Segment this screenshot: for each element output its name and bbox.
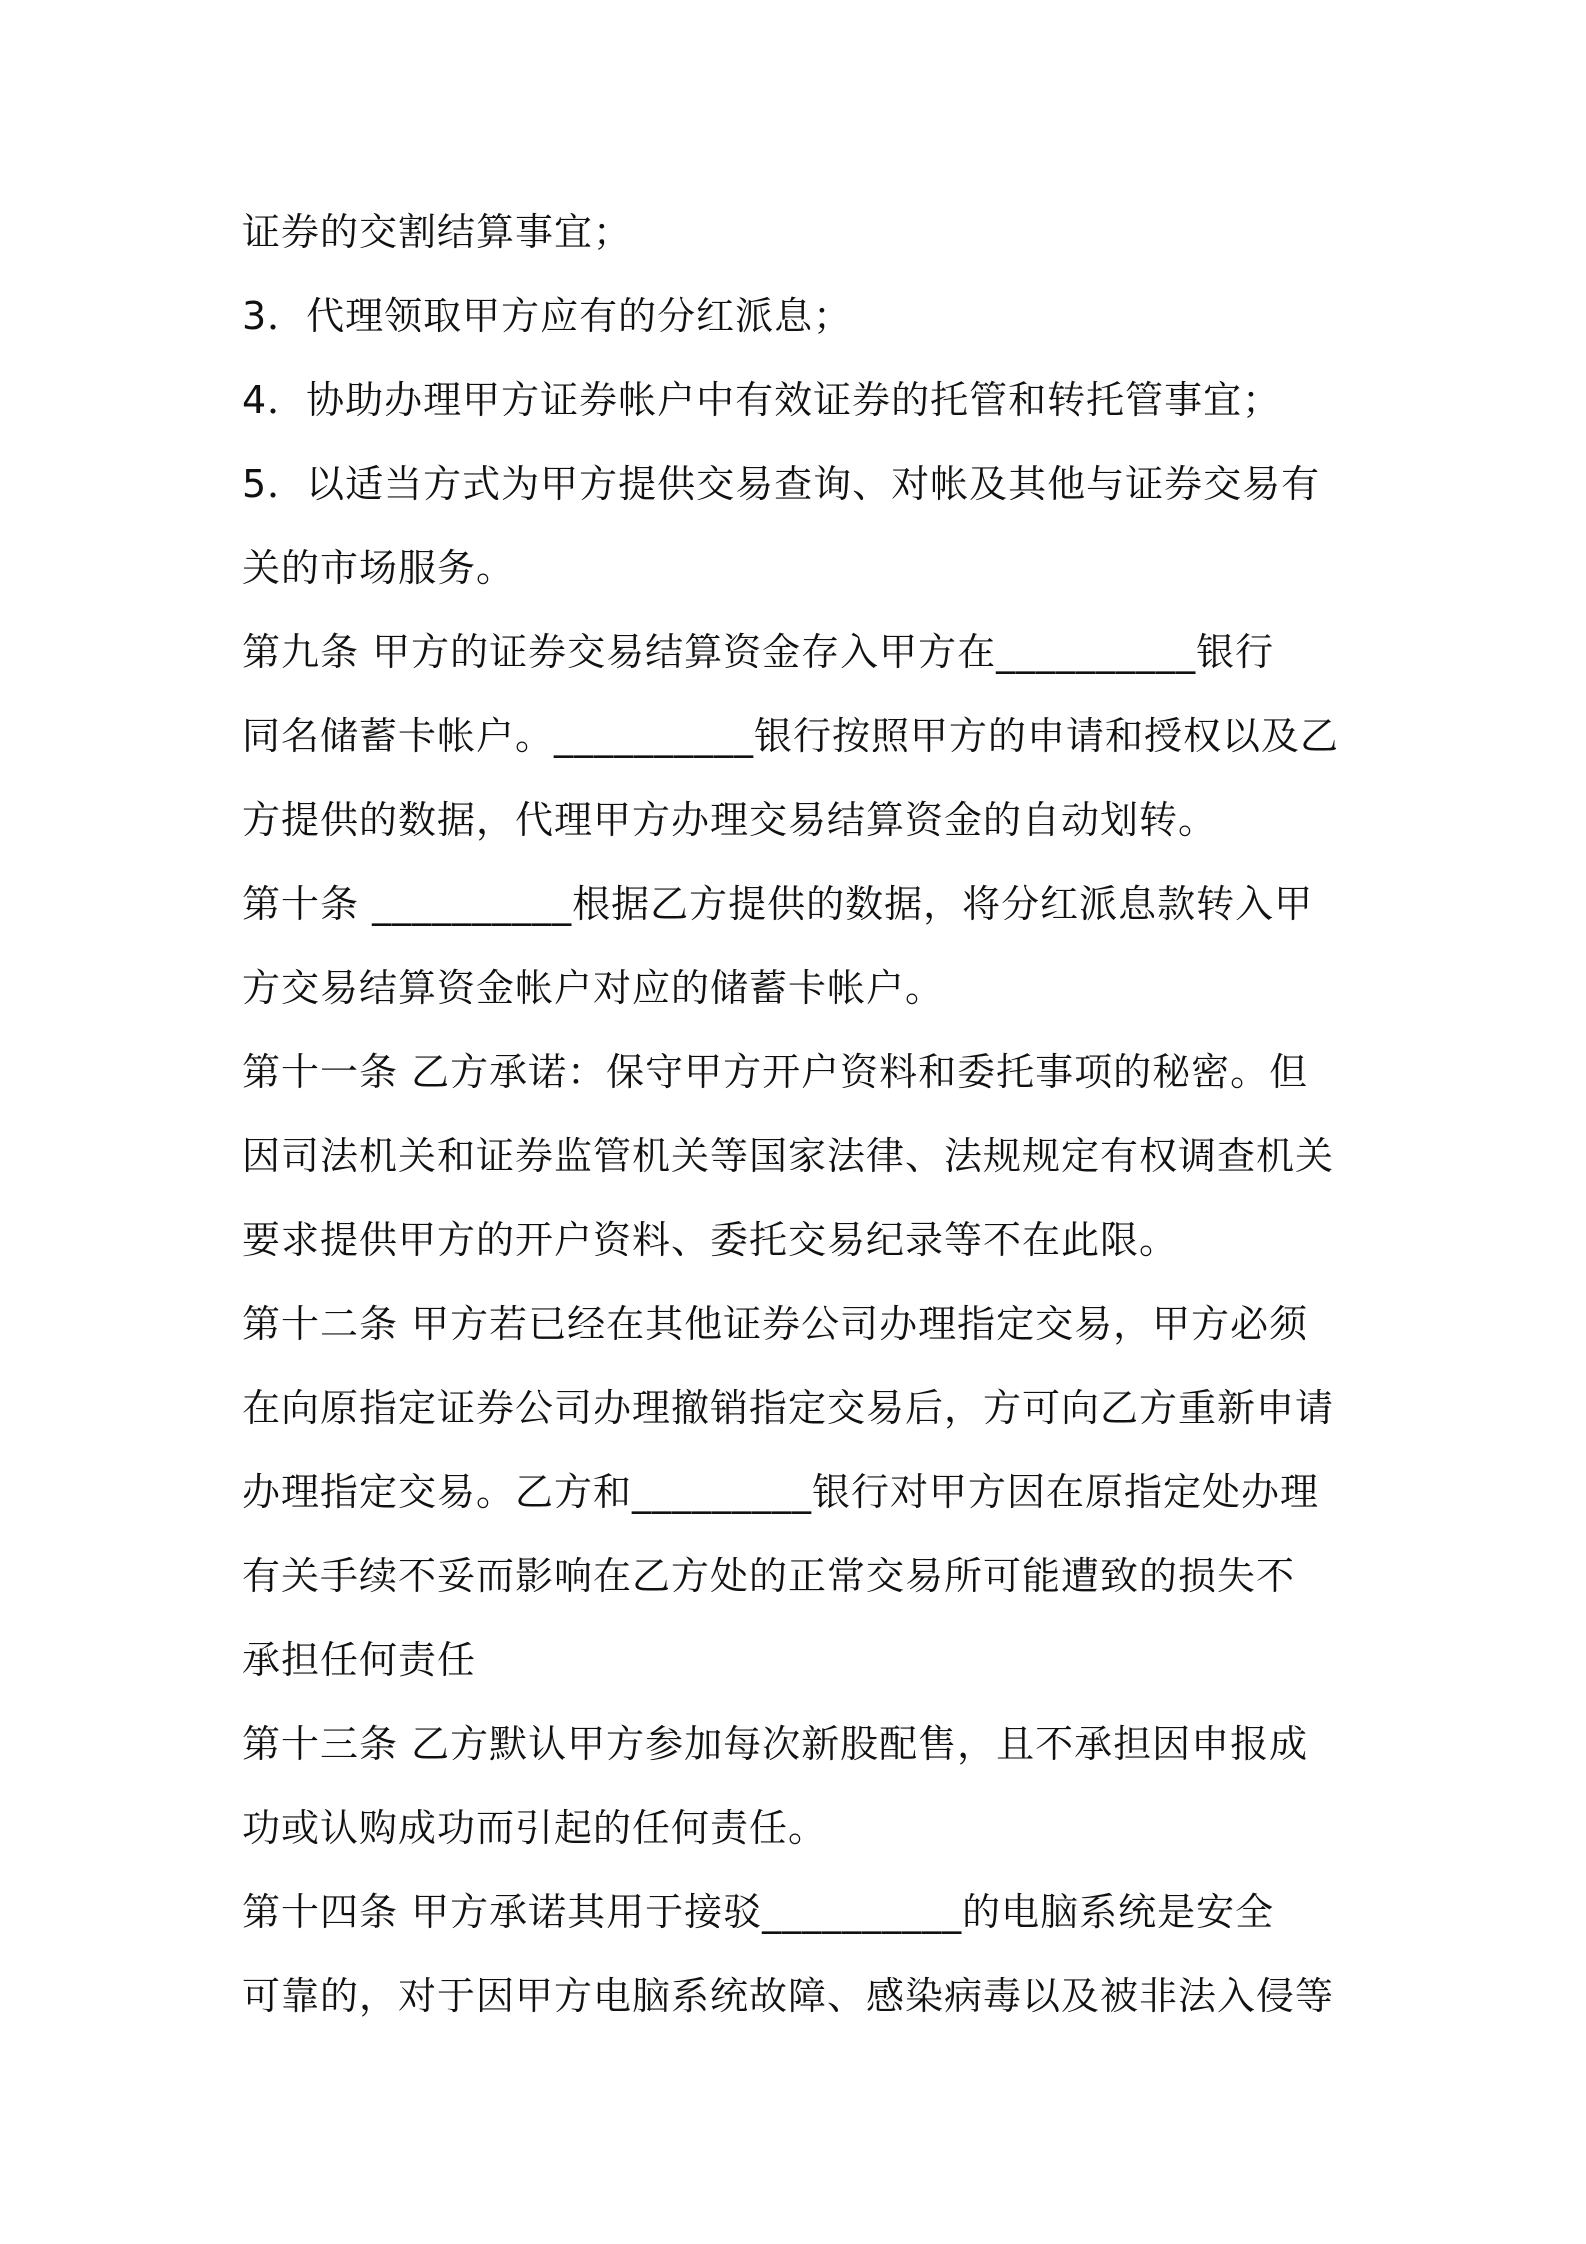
text-line: 4．协助办理甲方证券帐户中有效证券的托管和转托管事宜； xyxy=(242,378,1282,422)
text-line: 第十二条 甲方若已经在其他证券公司办理指定交易，甲方必须 xyxy=(242,1302,1309,1346)
text-line: 第十三条 乙方默认甲方参加每次新股配售，且不承担因申报成 xyxy=(242,1722,1309,1766)
text-line: 可靠的，对于因甲方电脑系统故障、感染病毒以及被非法入侵等 xyxy=(242,1974,1335,2018)
text-line: 5．以适当方式为甲方提供交易查询、对帐及其他与证券交易有 xyxy=(242,462,1321,506)
text-line: 办理指定交易。乙方和_________银行对甲方因在原指定处办理 xyxy=(242,1470,1320,1514)
text-line: 3．代理领取甲方应有的分红派息； xyxy=(242,294,853,338)
text-line: 同名储蓄卡帐户。__________银行按照甲方的申请和授权以及乙 xyxy=(242,714,1340,758)
text-line: 第九条 甲方的证券交易结算资金存入甲方在__________银行 xyxy=(242,630,1275,674)
text-line: 要求提供甲方的开户资料、委托交易纪录等不在此限。 xyxy=(242,1218,1179,1262)
text-line: 有关手续不妥而影响在乙方处的正常交易所可能遭致的损失不 xyxy=(242,1554,1296,1598)
text-line: 功或认购成功而引起的任何责任。 xyxy=(242,1806,828,1850)
text-line: 第十四条 甲方承诺其用于接驳__________的电脑系统是安全 xyxy=(242,1890,1275,1934)
text-line: 方提供的数据，代理甲方办理交易结算资金的自动划转。 xyxy=(242,798,1218,842)
text-line: 证券的交割结算事宜； xyxy=(242,210,633,254)
text-line: 第十一条 乙方承诺：保守甲方开户资料和委托事项的秘密。但 xyxy=(242,1050,1309,1094)
document-body xyxy=(242,190,1352,2038)
text-line: 第十条 __________根据乙方提供的数据，将分红派息款转入甲 xyxy=(242,882,1314,926)
text-line: 关的市场服务。 xyxy=(242,546,516,590)
text-line: 承担任何责任 xyxy=(242,1638,477,1682)
text-line: 因司法机关和证券监管机关等国家法律、法规规定有权调查机关 xyxy=(242,1134,1335,1178)
text-line: 方交易结算资金帐户对应的储蓄卡帐户。 xyxy=(242,966,945,1010)
text-line: 在向原指定证券公司办理撤销指定交易后，方可向乙方重新申请 xyxy=(242,1386,1335,1430)
